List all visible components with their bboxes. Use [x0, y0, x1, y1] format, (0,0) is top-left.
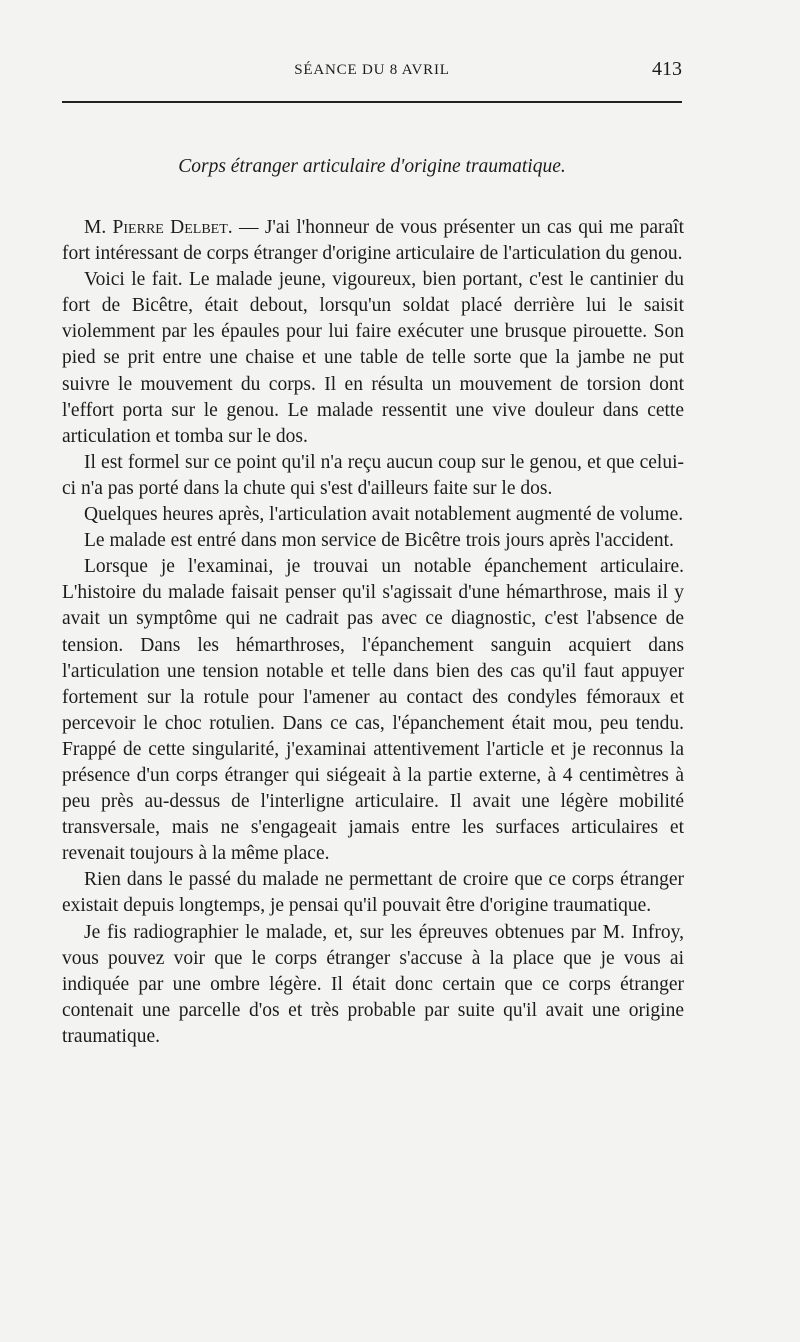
paragraph-8: Je fis radiographier le malade, et, sur les épreuves obtenues par M. Infroy, vous pouvez voir que le corps étranger s'accuse à la place que je vous ai indiquée par une ombre légère. Il était donc certain que ce corps étranger contenait une parcelle d'os et très probable par suite qu'il avait une origine traumatique. — [62, 921, 684, 1047]
running-title: SÉANCE DU 8 AVRIL — [294, 62, 450, 78]
paragraph-7: Rien dans le passé du malade ne permettant de croire que ce corps étranger existait depuis longtemps, je pensai qu'il pouvait être d'origine traumatique. — [62, 869, 684, 917]
paragraph-5: Le malade est entré dans mon service de Bicêtre trois jours après l'accident. — [84, 530, 674, 552]
paragraph-2: Voici le fait. Le malade jeune, vigoureux, bien portant, c'est le cantinier du fort de Bicêtre, était debout, lorsqu'un soldat placé derrière lui le saisit violemment par les épaules pour lui faire exécuter une brusque pirouette. Son pied se prit entre une chaise et une table de telle sorte que la jambe ne put suivre le mouvement du corps. Il en résulta un mouvement de torsion dont l'effort porta sur le genou. Le malade ressentit une vive douleur dans cette articulation et tomba sur le dos. — [62, 269, 684, 447]
page-header — [62, 58, 682, 86]
speaker-prefix: M. — [84, 217, 113, 238]
paragraph-text: J'ai l'honneur de vous présenter un cas qui me paraît fort intéressant de corps étranger d'origine articulaire de l'articulation du genou. — [62, 217, 684, 265]
speaker-name: Pierre Delbet — [112, 217, 228, 238]
header-rule — [62, 101, 682, 103]
paragraph-3: Il est formel sur ce point qu'il n'a reçu aucun coup sur le genou, et que celui-ci n'a pas porté dans la chute qui s'est d'ailleurs faite sur le dos. — [62, 451, 684, 499]
paragraph-4: Quelques heures après, l'articulation avait notablement augmenté de volume. — [84, 504, 684, 526]
paragraph-6: Lorsque je l'examinai, je trouvai un notable épanchement articulaire. L'histoire du malade faisait penser qu'il s'agissait d'une hémarthrose, mais il y avait un symptôme qui ne cadrait pas avec ce diagnostic, c'est l'absence de tension. Dans les hémarthroses, l'épanchement sanguin acquiert dans l'articulation une tension notable et telle dans bien des cas qu'il faut appuyer fortement sur la rotule pour l'amener au contact des condyles fémoraux et percevoir le choc rotulien. Dans ce cas, l'épanchement était mou, peu tendu. Frappé de cette singularité, j'examinai attentivement l'article et je reconnus la présence d'un corps étranger qui siégeait à la partie externe, à 4 centimètres à peu près au-dessus de l'interligne articulaire. Il avait une légère mobilité transversale, mais ne s'engageait jamais entre les surfaces articulaires et revenait toujours à la même place. — [62, 556, 684, 865]
speaker-suffix: . — — [227, 217, 265, 238]
body-text — [62, 215, 684, 1050]
section-title: Corps étranger articulaire d'origine traumatique. — [178, 156, 566, 177]
paragraph-1 — [62, 215, 684, 267]
page-number: 413 — [652, 58, 682, 80]
